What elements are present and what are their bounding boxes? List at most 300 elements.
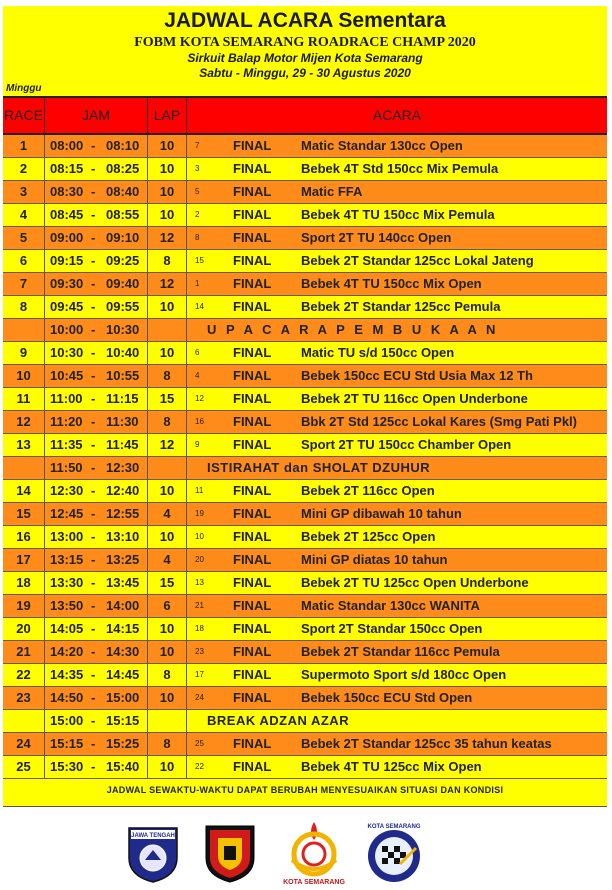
event-name: Bebek 2T Standar 125cc Lokal Jateng (301, 253, 534, 268)
class-number: 13 (195, 578, 204, 587)
end-time: 13:45 (106, 575, 140, 590)
end-time: 08:40 (106, 184, 140, 199)
end-time: 14:30 (106, 644, 140, 659)
event-cell (187, 480, 607, 502)
start-time: 14:35 (50, 667, 84, 682)
col-race: RACE (3, 98, 45, 133)
class-number: 2 (195, 210, 200, 219)
time-separator: - (91, 598, 96, 613)
time-range (45, 158, 148, 180)
lap-count: 15 (148, 388, 187, 410)
time-separator: - (91, 483, 96, 498)
start-time: 13:00 (50, 529, 84, 544)
time-range (45, 733, 148, 755)
start-time: 11:20 (50, 414, 83, 429)
sponsor-logos (0, 818, 612, 890)
start-time: 09:30 (50, 276, 84, 291)
race-number: 7 (3, 273, 45, 295)
class-number: 23 (195, 647, 204, 656)
lap-count: 4 (148, 503, 187, 525)
event-cell (187, 618, 607, 640)
schedule-rows (3, 135, 607, 779)
lap-count (148, 319, 187, 341)
final-label: FINAL (233, 414, 272, 429)
final-label: FINAL (233, 690, 272, 705)
time-separator: - (91, 230, 96, 245)
time-separator: - (91, 552, 96, 567)
day-label: Minggu (3, 81, 607, 96)
race-row (3, 411, 607, 434)
event-name: Mini GP diatas 10 tahun (301, 552, 448, 567)
lap-count: 8 (148, 733, 187, 755)
race-number: 13 (3, 434, 45, 456)
event-name: Bebek 2T Standar 116cc Pemula (301, 644, 500, 659)
class-number: 7 (195, 141, 200, 150)
class-number: 11 (195, 486, 204, 495)
class-number: 8 (195, 233, 200, 242)
final-label: FINAL (233, 759, 272, 774)
race-row (3, 158, 607, 181)
time-separator: - (91, 667, 96, 682)
time-range (45, 503, 148, 525)
class-number: 16 (195, 417, 204, 426)
time-separator: - (91, 460, 96, 475)
end-time: 10:40 (106, 345, 140, 360)
start-time: 10:45 (50, 368, 84, 383)
time-range (45, 618, 148, 640)
end-time: 08:10 (106, 138, 140, 153)
race-number (3, 319, 45, 341)
start-time: 08:15 (50, 161, 84, 176)
time-separator: - (91, 736, 96, 751)
end-time: 14:00 (106, 598, 140, 613)
final-label: FINAL (233, 230, 272, 245)
time-separator: - (91, 184, 96, 199)
jawa-tengah-logo (125, 824, 181, 884)
class-number: 14 (195, 302, 204, 311)
race-number: 12 (3, 411, 45, 433)
end-time: 11:45 (106, 437, 139, 452)
class-number: 10 (195, 532, 204, 541)
lap-count: 6 (148, 595, 187, 617)
race-row (3, 342, 607, 365)
race-row (3, 503, 607, 526)
lap-count: 4 (148, 549, 187, 571)
event-name: Bebek 150cc ECU Std Usia Max 12 Th (301, 368, 533, 383)
time-range (45, 204, 148, 226)
event-cell (187, 204, 607, 226)
class-number: 24 (195, 693, 204, 702)
event-name: Bebek 2T Standar 125cc 35 tahun keatas (301, 736, 552, 751)
start-time: 11:50 (50, 460, 83, 475)
time-range (45, 319, 148, 341)
break-row (3, 710, 607, 733)
time-range (45, 549, 148, 571)
race-number: 5 (3, 227, 45, 249)
lap-count: 15 (148, 572, 187, 594)
end-time: 08:25 (106, 161, 140, 176)
lap-count: 12 (148, 273, 187, 295)
event-cell (187, 273, 607, 295)
time-range (45, 687, 148, 709)
time-separator: - (91, 207, 96, 222)
race-number: 1 (3, 135, 45, 157)
table-header (3, 96, 607, 135)
event-cell (187, 181, 607, 203)
start-time: 15:15 (50, 736, 84, 751)
race-row (3, 388, 607, 411)
class-number: 21 (195, 601, 204, 610)
event-name: Bbk 2T Std 125cc Lokal Kares (Smg Pati Pkl) (301, 414, 577, 429)
race-number: 14 (3, 480, 45, 502)
race-row (3, 572, 607, 595)
final-label: FINAL (233, 529, 272, 544)
event-cell (187, 250, 607, 272)
lap-count: 10 (148, 181, 187, 203)
time-range (45, 135, 148, 157)
class-number: 5 (195, 187, 200, 196)
race-row (3, 135, 607, 158)
race-number: 20 (3, 618, 45, 640)
end-time: 15:25 (106, 736, 140, 751)
event-cell (187, 342, 607, 364)
time-range (45, 756, 148, 778)
time-separator: - (91, 368, 96, 383)
end-time: 12:30 (106, 460, 140, 475)
imi-logo-text: KOTA SEMARANG (367, 824, 421, 830)
time-range (45, 411, 148, 433)
race-number (3, 457, 45, 479)
start-time: 08:30 (50, 184, 84, 199)
event-cell (187, 135, 607, 157)
col-acara: ACARA (372, 107, 422, 123)
class-number: 17 (195, 670, 204, 679)
time-separator: - (91, 575, 96, 590)
date-text: Sabtu - Minggu, 29 - 30 Agustus 2020 (3, 66, 607, 81)
end-time: 15:00 (106, 690, 140, 705)
race-row (3, 618, 607, 641)
event-name: Bebek 150cc ECU Std Open (301, 690, 473, 705)
class-number: 6 (195, 348, 200, 357)
event-name: Matic TU s/d 150cc Open (301, 345, 455, 360)
start-time: 15:30 (50, 759, 84, 774)
lap-count: 10 (148, 480, 187, 502)
start-time: 14:05 (50, 621, 84, 636)
lap-count: 10 (148, 135, 187, 157)
race-number: 18 (3, 572, 45, 594)
start-time: 09:00 (50, 230, 84, 245)
event-cell (187, 365, 607, 387)
lap-count: 12 (148, 434, 187, 456)
final-label: FINAL (233, 506, 272, 521)
time-range (45, 181, 148, 203)
race-row (3, 756, 607, 779)
end-time: 10:55 (106, 368, 140, 383)
time-range (45, 342, 148, 364)
time-separator: - (91, 299, 96, 314)
race-number: 21 (3, 641, 45, 663)
time-separator: - (91, 644, 96, 659)
time-separator: - (91, 690, 96, 705)
race-number: 4 (3, 204, 45, 226)
race-row (3, 733, 607, 756)
race-number: 23 (3, 687, 45, 709)
lap-count: 10 (148, 618, 187, 640)
final-label: FINAL (233, 437, 272, 452)
lap-count: 10 (148, 756, 187, 778)
start-time: 11:35 (50, 437, 83, 452)
class-number: 15 (195, 256, 204, 265)
event-name: Bebek 2T 125cc Open (301, 529, 436, 544)
time-separator: - (91, 506, 96, 521)
kota-semarang-koni-logo (278, 820, 350, 886)
race-number: 2 (3, 158, 45, 180)
event-name: Sport 2T TU 140cc Open (301, 230, 452, 245)
end-time: 13:25 (106, 552, 140, 567)
time-range (45, 595, 148, 617)
start-time: 08:00 (50, 138, 84, 153)
class-number: 18 (195, 624, 204, 633)
time-separator: - (91, 759, 96, 774)
event-name: Sport 2T Standar 150cc Open (301, 621, 483, 636)
event-name: Bebek 2T TU 125cc Open Underbone (301, 575, 529, 590)
event-name: Bebek 4T Std 150cc Mix Pemula (301, 161, 499, 176)
start-time: 09:45 (50, 299, 84, 314)
event-name: Sport 2T TU 150cc Chamber Open (301, 437, 512, 452)
race-row (3, 250, 607, 273)
time-separator: - (91, 437, 96, 452)
event-cell (187, 687, 607, 709)
final-label: FINAL (233, 621, 272, 636)
final-label: FINAL (233, 345, 272, 360)
race-number: 9 (3, 342, 45, 364)
lap-count: 8 (148, 250, 187, 272)
time-separator: - (91, 161, 96, 176)
race-number: 17 (3, 549, 45, 571)
lap-count: 8 (148, 365, 187, 387)
kota-semarang-imi-logo (360, 820, 428, 886)
event-cell (187, 733, 607, 755)
end-time: 09:25 (106, 253, 140, 268)
start-time: 12:30 (50, 483, 84, 498)
final-label: FINAL (233, 138, 272, 153)
semarang-shield-logo (202, 822, 258, 884)
event-name: Matic FFA (301, 184, 363, 199)
race-number: 24 (3, 733, 45, 755)
class-number: 22 (195, 762, 204, 771)
race-number: 10 (3, 365, 45, 387)
event-cell (187, 549, 607, 571)
final-label: FINAL (233, 575, 272, 590)
break-label: BREAK ADZAN AZAR (207, 713, 350, 728)
final-label: FINAL (233, 161, 272, 176)
event-cell (187, 388, 607, 410)
event-cell (187, 710, 607, 732)
lap-count: 10 (148, 526, 187, 548)
end-time: 09:10 (106, 230, 140, 245)
disclaimer-footer: JADWAL SEWAKTU-WAKTU DAPAT BERUBAH MENYESUAIKAN SITUASI DAN KONDISI (3, 779, 607, 807)
event-cell (187, 411, 607, 433)
end-time: 11:30 (106, 414, 139, 429)
event-name: Bebek 2T Standar 125cc Pemula (301, 299, 501, 314)
event-name: Bebek 4T TU 125cc Mix Open (301, 759, 482, 774)
time-separator: - (91, 713, 96, 728)
class-number: 9 (195, 440, 200, 449)
time-range (45, 227, 148, 249)
event-cell (187, 319, 607, 341)
break-row (3, 457, 607, 480)
schedule-sheet (3, 6, 607, 807)
time-range (45, 572, 148, 594)
final-label: FINAL (233, 299, 272, 314)
race-row (3, 434, 607, 457)
class-number: 19 (195, 509, 204, 518)
start-time: 14:50 (50, 690, 84, 705)
lap-count (148, 457, 187, 479)
break-label: U P A C A R A P E M B U K A A N (207, 322, 499, 337)
event-cell (187, 296, 607, 318)
time-separator: - (91, 529, 96, 544)
lap-count: 10 (148, 204, 187, 226)
final-label: FINAL (233, 276, 272, 291)
event-name: Bebek 4T TU 150cc Mix Open (301, 276, 482, 291)
event-cell (187, 526, 607, 548)
race-row (3, 549, 607, 572)
race-row (3, 181, 607, 204)
time-range (45, 641, 148, 663)
col-lap: LAP (148, 98, 187, 133)
end-time: 11:15 (106, 391, 139, 406)
race-number (3, 710, 45, 732)
start-time: 12:45 (50, 506, 84, 521)
final-label: FINAL (233, 391, 272, 406)
event-cell (187, 503, 607, 525)
race-row (3, 365, 607, 388)
time-range (45, 273, 148, 295)
race-row (3, 273, 607, 296)
lap-count: 10 (148, 158, 187, 180)
final-label: FINAL (233, 736, 272, 751)
race-number: 11 (3, 388, 45, 410)
start-time: 14:20 (50, 644, 84, 659)
time-separator: - (91, 138, 96, 153)
race-number: 22 (3, 664, 45, 686)
event-cell (187, 756, 607, 778)
start-time: 10:00 (50, 322, 84, 337)
time-range (45, 664, 148, 686)
event-name: Bebek 2T TU 116cc Open Underbone (301, 391, 528, 406)
end-time: 09:55 (106, 299, 140, 314)
time-range (45, 434, 148, 456)
lap-count: 12 (148, 227, 187, 249)
class-number: 12 (195, 394, 204, 403)
race-number: 15 (3, 503, 45, 525)
race-number: 19 (3, 595, 45, 617)
final-label: FINAL (233, 368, 272, 383)
race-row (3, 480, 607, 503)
time-separator: - (91, 345, 96, 360)
koni-logo-text: KOTA SEMARANG (283, 879, 345, 886)
event-cell (187, 641, 607, 663)
class-number: 4 (195, 371, 200, 380)
race-row (3, 687, 607, 710)
class-number: 1 (195, 279, 200, 288)
final-label: FINAL (233, 667, 272, 682)
time-range (45, 480, 148, 502)
race-number: 3 (3, 181, 45, 203)
time-range (45, 250, 148, 272)
time-separator: - (91, 322, 96, 337)
end-time: 12:55 (106, 506, 140, 521)
time-separator: - (91, 414, 96, 429)
lap-count: 8 (148, 664, 187, 686)
jawa-tengah-text: JAWA TENGAH (131, 833, 175, 839)
end-time: 08:55 (106, 207, 140, 222)
lap-count: 10 (148, 296, 187, 318)
event-name: Bebek 2T 116cc Open (301, 483, 435, 498)
event-name: Matic Standar 130cc Open (301, 138, 463, 153)
event-cell (187, 227, 607, 249)
time-range (45, 710, 148, 732)
page-title: JADWAL ACARA Sementara (3, 6, 607, 34)
race-number: 16 (3, 526, 45, 548)
lap-count: 8 (148, 411, 187, 433)
final-label: FINAL (233, 483, 272, 498)
time-separator: - (91, 253, 96, 268)
start-time: 15:00 (50, 713, 84, 728)
class-number: 20 (195, 555, 204, 564)
end-time: 10:30 (106, 322, 140, 337)
class-number: 25 (195, 739, 204, 748)
end-time: 14:15 (106, 621, 140, 636)
start-time: 13:30 (50, 575, 84, 590)
end-time: 09:40 (106, 276, 140, 291)
end-time: 15:15 (106, 713, 140, 728)
time-range (45, 457, 148, 479)
final-label: FINAL (233, 207, 272, 222)
event-subtitle: FOBM KOTA SEMARANG ROADRACE CHAMP 2020 (3, 34, 607, 51)
event-cell (187, 457, 607, 479)
race-row (3, 296, 607, 319)
start-time: 10:30 (50, 345, 84, 360)
final-label: FINAL (233, 644, 272, 659)
time-range (45, 388, 148, 410)
class-number: 3 (195, 164, 200, 173)
race-row (3, 595, 607, 618)
event-cell (187, 572, 607, 594)
event-name: Bebek 4T TU 150cc Mix Pemula (301, 207, 495, 222)
time-range (45, 296, 148, 318)
time-range (45, 526, 148, 548)
end-time: 15:40 (106, 759, 140, 774)
race-number: 6 (3, 250, 45, 272)
race-row (3, 641, 607, 664)
event-cell (187, 434, 607, 456)
event-cell (187, 158, 607, 180)
time-separator: - (91, 391, 96, 406)
start-time: 09:15 (50, 253, 84, 268)
race-row (3, 204, 607, 227)
lap-count (148, 710, 187, 732)
break-label: ISTIRAHAT dan SHOLAT DZUHUR (207, 460, 431, 475)
race-number: 8 (3, 296, 45, 318)
final-label: FINAL (233, 598, 272, 613)
time-separator: - (91, 621, 96, 636)
race-row (3, 227, 607, 250)
event-name: Matic Standar 130cc WANITA (301, 598, 480, 613)
lap-count: 10 (148, 342, 187, 364)
race-row (3, 664, 607, 687)
